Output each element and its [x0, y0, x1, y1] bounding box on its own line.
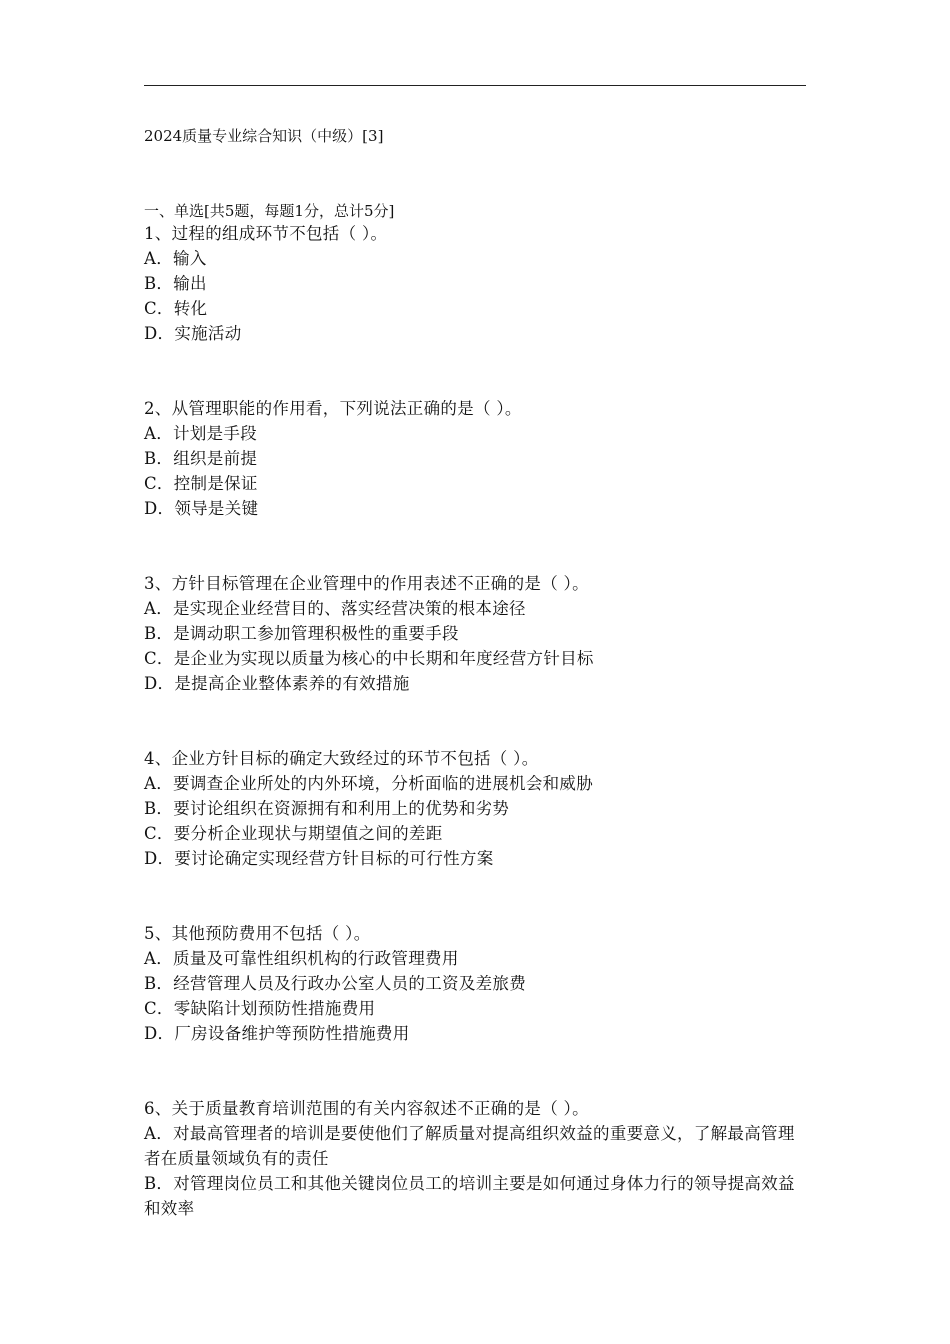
option-d: D．要讨论确定实现经营方针目标的可行性方案: [144, 849, 494, 868]
question-stem: 5、其他预防费用不包括（ ）。: [144, 924, 371, 943]
option-a: A．质量及可靠性组织机构的行政管理费用: [144, 949, 459, 968]
option-b: B．组织是前提: [144, 449, 258, 468]
option-d: D．实施活动: [144, 324, 242, 343]
question-stem: 4、企业方针目标的确定大致经过的环节不包括（ ）。: [144, 749, 539, 768]
option-a: A．对最高管理者的培训是要使他们了解质量对提高组织效益的重要意义，了解最高管理者在质量领域负有的责任: [144, 1124, 795, 1168]
option-c: C．转化: [144, 299, 208, 318]
question-3: [144, 571, 808, 696]
header-rule: [144, 85, 806, 86]
document-title: 2024质量专业综合知识（中级）[3]: [144, 127, 384, 145]
option-c: C．是企业为实现以质量为核心的中长期和年度经营方针目标: [144, 649, 594, 668]
option-a: A．计划是手段: [144, 424, 258, 443]
question-1: [144, 221, 808, 346]
option-d: D．是提高企业整体素养的有效措施: [144, 674, 410, 693]
option-a: A．要调查企业所处的内外环境，分析面临的进展机会和威胁: [144, 774, 594, 793]
option-c: C．要分析企业现状与期望值之间的差距: [144, 824, 443, 843]
question-6: [144, 1096, 808, 1221]
option-b: B．是调动职工参加管理积极性的重要手段: [144, 624, 459, 643]
question-4: [144, 746, 808, 871]
option-d: D．厂房设备维护等预防性措施费用: [144, 1024, 410, 1043]
question-stem: 3、方针目标管理在企业管理中的作用表述不正确的是（ ）。: [144, 574, 589, 593]
document-content: [144, 201, 808, 1271]
option-b: B．对管理岗位员工和其他关键岗位员工的培训主要是如何通过身体力行的领导提高效益和效率: [144, 1174, 795, 1218]
option-a: A．是实现企业经营目的、落实经营决策的根本途径: [144, 599, 526, 618]
option-b: B．经营管理人员及行政办公室人员的工资及差旅费: [144, 974, 527, 993]
option-c: C．零缺陷计划预防性措施费用: [144, 999, 376, 1018]
question-5: [144, 921, 808, 1046]
section-heading: 一、单选[共5题，每题1分，总计5分]: [144, 202, 395, 220]
question-stem: 1、过程的组成环节不包括（ ）。: [144, 224, 388, 243]
question-stem: 2、从管理职能的作用看，下列说法正确的是（ ）。: [144, 399, 522, 418]
option-c: C．控制是保证: [144, 474, 258, 493]
question-stem: 6、关于质量教育培训范围的有关内容叙述不正确的是（ ）。: [144, 1099, 589, 1118]
option-d: D．领导是关键: [144, 499, 259, 518]
option-b: B．要讨论组织在资源拥有和利用上的优势和劣势: [144, 799, 510, 818]
option-b: B．输出: [144, 274, 207, 293]
question-2: [144, 396, 808, 521]
option-a: A．输入: [144, 249, 207, 268]
